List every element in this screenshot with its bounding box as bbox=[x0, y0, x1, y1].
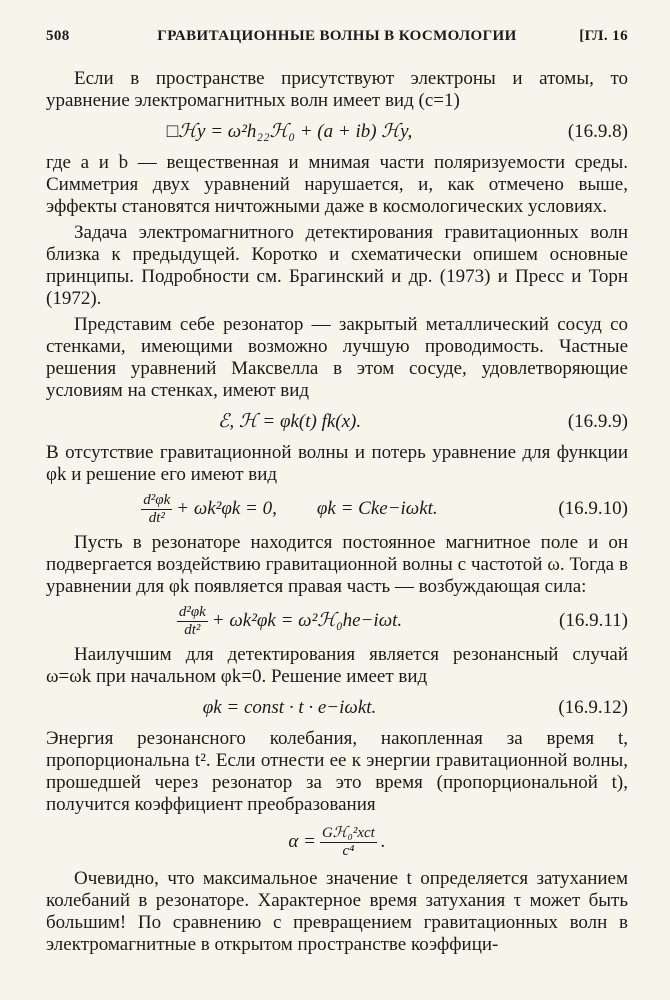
paragraph: Если в пространстве присутствуют электроны и атомы, то уравнение электромагнитных волн имеет вид (c=1) bbox=[46, 68, 628, 111]
page-number: 508 bbox=[46, 28, 70, 44]
fraction bbox=[320, 826, 377, 859]
fraction-numerator: d²φk bbox=[143, 491, 171, 508]
equation-number: (16.9.9) bbox=[567, 411, 628, 432]
equation-formula: φk = const · t · e−iωkt. bbox=[202, 697, 377, 718]
equation-term: + ωk²φk = 0, bbox=[176, 498, 277, 519]
fraction-numerator: Gℋ₀²xct bbox=[321, 824, 375, 841]
chapter-label: [ГЛ. 16 bbox=[579, 28, 628, 44]
equation-16-9-11 bbox=[46, 598, 628, 644]
paragraph: Пусть в резонаторе находится постоянное магнитное поле и он подвергается воздействию гравитационной волны с частотой ω. Тогда в уравнении для φk появляется правая часть — возбуждающая сила: bbox=[46, 532, 628, 597]
equation-16-9-9 bbox=[46, 402, 628, 442]
equation-tail: . bbox=[380, 831, 386, 852]
equation-formula bbox=[46, 816, 628, 868]
fraction-denominator: c⁴ bbox=[342, 842, 355, 859]
paragraph: В отсутствие гравитационной волны и потерь уравнение для функции φk и решение его имеют вид bbox=[46, 442, 628, 485]
fraction-denominator: dt² bbox=[184, 621, 201, 638]
page-header bbox=[46, 28, 628, 52]
paragraph: Очевидно, что максимальное значение t определяется затуханием колебаний в резонаторе. Характерное время затухания τ может быть большим! По сравнению с превращением гравитационных волн в электромагнитные в открытом пространстве коэффици- bbox=[46, 868, 628, 955]
equation-solution: φk = Cke−iωkt. bbox=[316, 498, 438, 519]
equation-number: (16.9.12) bbox=[558, 697, 628, 718]
paragraph: Энергия резонансного колебания, накопленная за время t, пропорциональна t². Если отнести ее к энергии гравитационной волны, прошедшей через резонатор за это время (пропорциональной t), получится коэффициент преобразования bbox=[46, 728, 628, 815]
paragraph: Задача электромагнитного детектирования гравитационных волн близка к предыдущей. Коротко и схематически опишем основные принципы. Подробности см. Брагинский и др. (1973) и Пресс и Торн (1972). bbox=[46, 222, 628, 309]
equation-16-9-12 bbox=[46, 688, 628, 728]
equation-lhs: α = bbox=[288, 831, 316, 852]
paragraph: Представим себе резонатор — закрытый металлический сосуд со стенками, имеющими возможно лучшую проводимость. Частные решения уравнений Максвелла в этом сосуде, удовлетворяющие условиям на стенках, имеют вид bbox=[46, 314, 628, 401]
equation-number: (16.9.10) bbox=[558, 498, 628, 519]
equation-formula: ℰ, ℋ = φk(t) fk(x). bbox=[217, 411, 362, 432]
equation-16-9-10 bbox=[46, 486, 628, 532]
fraction-numerator: d²φk bbox=[178, 603, 206, 620]
equation-16-9-8 bbox=[46, 112, 628, 152]
paragraph: Наилучшим для детектирования является резонансный случай ω=ωk при начальном φk=0. Решение имеет вид bbox=[46, 644, 628, 687]
paragraph: где a и b — вещественная и мнимая части поляризуемости среды. Симметрия двух уравнений нарушается, и, как отмечено выше, эффекты становятся ничтожными даже в космологических условиях. bbox=[46, 152, 628, 217]
page-body bbox=[46, 68, 628, 956]
fraction-denominator: dt² bbox=[148, 509, 165, 526]
equation-number: (16.9.8) bbox=[567, 121, 628, 142]
equation-term: + ωk²φk = ω²ℋ₀he−iωt. bbox=[211, 610, 403, 631]
equation-conversion-coefficient bbox=[46, 816, 628, 868]
running-title: ГРАВИТАЦИОННЫЕ ВОЛНЫ В КОСМОЛОГИИ bbox=[157, 28, 517, 44]
equation-formula bbox=[46, 486, 533, 532]
equation-formula: □ℋy = ω²h₂₂ℋ₀ + (a + ib) ℋy, bbox=[166, 121, 413, 142]
fraction bbox=[177, 605, 208, 638]
equation-number: (16.9.11) bbox=[559, 610, 628, 631]
fraction bbox=[141, 493, 172, 526]
equation-formula bbox=[46, 598, 533, 644]
